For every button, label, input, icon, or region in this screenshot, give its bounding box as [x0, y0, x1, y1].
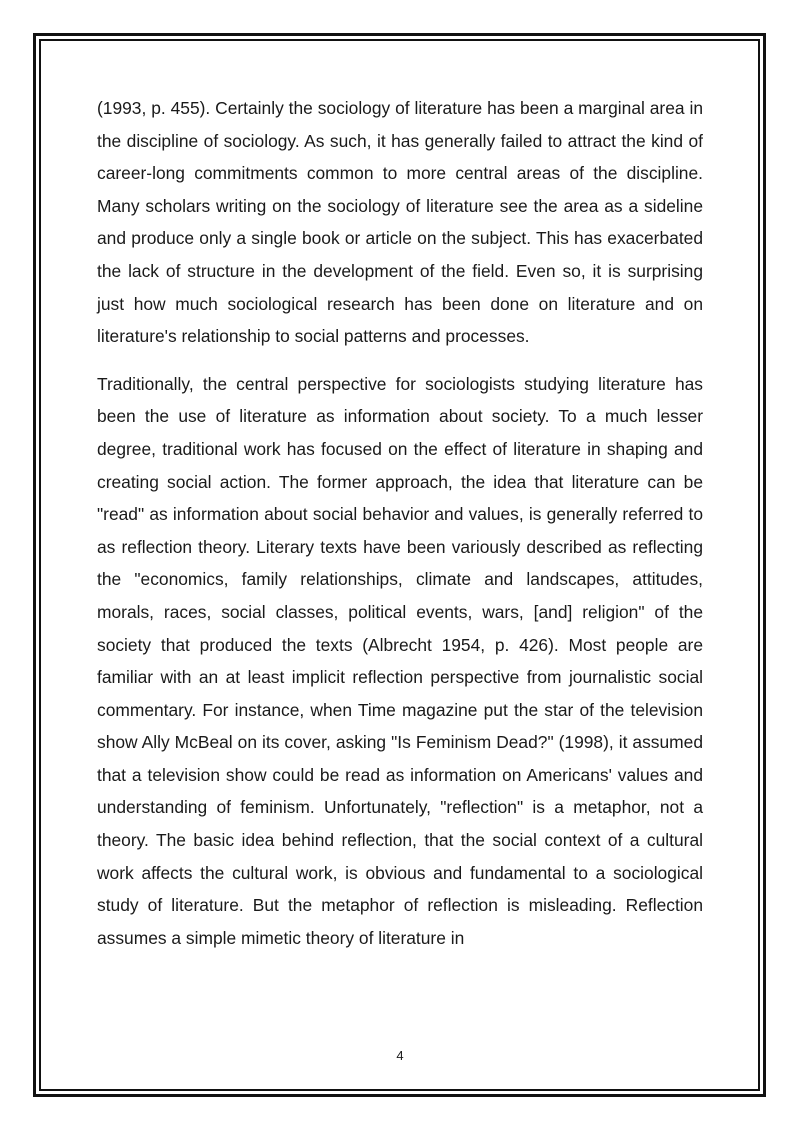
- document-body: [97, 92, 703, 954]
- paragraph-1: (1993, p. 455). Certainly the sociology of literature has been a marginal area in the discipline of sociology. As such, it has generally failed to attract the kind of career-long commitments common to more central areas of the discipline. Many scholars writing on the sociology of literature see the area as a sideline and produce only a single book or article on the subject. This has exacerbated the lack of structure in the development of the field. Even so, it is surprising just how much sociological research has been done on literature and on literature's relationship to social patterns and processes.: [97, 98, 703, 347]
- paragraph-2: Traditionally, the central perspective for sociologists studying literature has been the use of literature as information about society. To a much lesser degree, traditional work has focused on the effect of literature in shaping and creating social action. The former approach, the idea that literature can be "read" as information about social behavior and values, is generally referred to as reflection theory. Literary texts have been variously described as reflecting the "economics, family relationships, climate and landscapes, attitudes, morals, races, social classes, political events, wars, [and] religion" of the society that produced the texts (Albrecht 1954, p. 426). Most people are familiar with an at least implicit reflection perspective from journalistic social commentary. For instance, when Time magazine put the star of the television show Ally McBeal on its cover, asking "Is Feminism Dead?" (1998), it assumed that a television show could be read as information on Americans' values and understanding of feminism. Unfortunately, "reflection" is a metaphor, not a theory. The basic idea behind reflection, that the social context of a cultural work affects the cultural work, is obvious and fundamental to a sociological study of literature. But the metaphor of reflection is misleading. Reflection assumes a simple mimetic theory of literature in: [97, 373, 703, 948]
- page-number: 4: [396, 1048, 404, 1063]
